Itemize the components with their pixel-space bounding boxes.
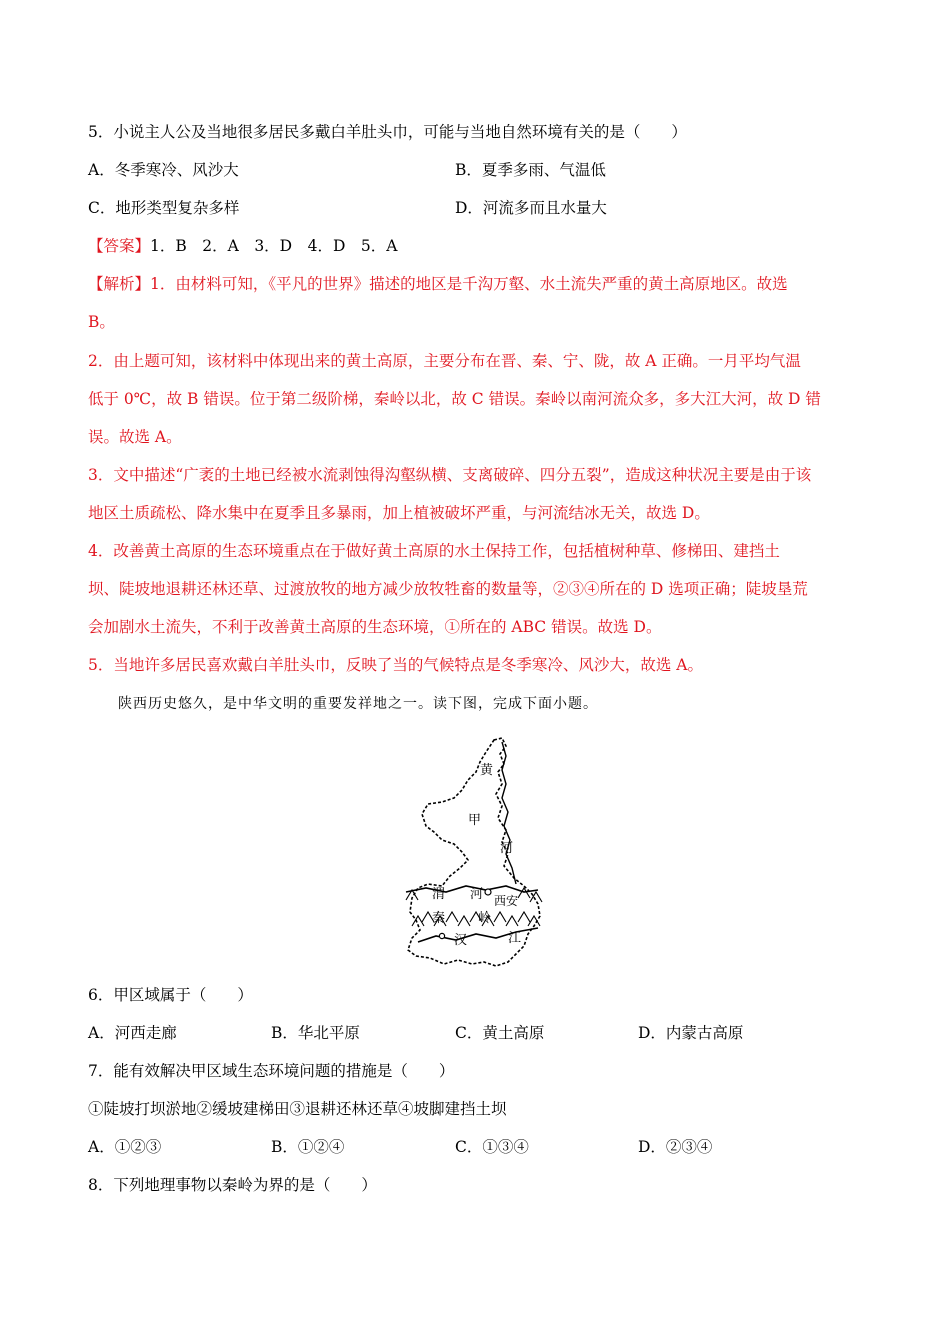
q6-stem: 6．甲区域属于（ ）: [88, 986, 253, 1004]
map-label-wei: 渭: [432, 887, 446, 902]
answer-text: 1．B 2．A 3．D 4．D 5．A: [150, 237, 398, 255]
analysis-line-2: B。: [88, 313, 115, 331]
analysis-line-9: 坝、陡坡地退耕还林还草、过渡放牧的地方减少放牧牲畜的数量等，②③④所在的 D 选项正确；陡坡垦荒: [88, 580, 808, 598]
analysis-line-3: 2．由上题可知，该材料中体现出来的黄土高原，主要分布在晋、秦、宁、陇，故 A 正确。一月平均气温: [88, 352, 801, 370]
analysis-line-1: 【解析】1．由材料可知，《平凡的世界》描述的地区是千沟万壑、水土流失严重的黄土高原地区。故选: [88, 275, 788, 293]
q6-option-b: B．华北平原: [271, 1024, 360, 1042]
xian-marker: [485, 889, 491, 895]
q6-option-a: A．河西走廊: [88, 1024, 177, 1042]
map-label-qin: 秦: [432, 911, 446, 926]
q5-stem: 5．小说主人公及当地很多居民多戴白羊肚头巾，可能与当地自然环境有关的是（ ）: [88, 123, 687, 141]
answer-label: 【答案】: [88, 237, 151, 255]
hanzhong-marker: [439, 933, 444, 938]
map-label-huang: 黄: [480, 763, 494, 778]
q7-option-a: A．①②③: [88, 1138, 162, 1156]
q8-stem: 8．下列地理事物以秦岭为界的是（ ）: [88, 1176, 377, 1194]
analysis-line-10: 会加剧水土流失，不利于改善黄土高原的生态环境，①所在的 ABC 错误。故选 D。: [88, 618, 662, 636]
yellow-river-line: [502, 742, 516, 884]
analysis-line-6: 3．文中描述“广袤的土地已经被水流剥蚀得沟壑纵横、支离破碎、四分五裂”，造成这种状况主要是由于该: [88, 466, 812, 484]
analysis-line-11: 5．当地许多居民喜欢戴白羊肚头巾，反映了当的气候特点是冬季寒冷、风沙大，故选 A。: [88, 656, 703, 674]
q5-option-c: C．地形类型复杂多样: [88, 199, 240, 217]
q7-option-c: C．①③④: [455, 1138, 529, 1156]
q5-option-b: B．夏季多雨、气温低: [455, 161, 606, 179]
map-label-he2: 河: [470, 887, 484, 902]
q6-option-c: C．黄土高原: [455, 1024, 545, 1042]
analysis-line-7: 地区土质疏松、降水集中在夏季且多暴雨，加上植被破坏严重，与河流结冰无关，故选 D。: [88, 504, 710, 522]
q7-stem: 7．能有效解决甲区域生态环境问题的措施是（ ）: [88, 1062, 455, 1080]
section-intro: 陕西历史悠久，是中华文明的重要发祥地之一。读下图，完成下面小题。: [118, 696, 598, 712]
shaanxi-map: [398, 736, 558, 968]
answer-block: [88, 235, 397, 257]
q6-option-d: D．内蒙古高原: [638, 1024, 744, 1042]
map-label-ling: 岭: [478, 911, 492, 926]
q7-option-b: B．①②④: [271, 1138, 345, 1156]
q7-option-d: D．②③④: [638, 1138, 713, 1156]
map-outline-svg: [398, 736, 558, 968]
map-label-xian: 西安: [494, 894, 519, 908]
q5-option-d: D．河流多而且水量大: [455, 199, 607, 217]
analysis-line-5: 误。故选 A。: [88, 428, 182, 446]
analysis-label: 【解析】: [88, 275, 151, 293]
q7-measures: ①陡坡打坝淤地②缓坡建梯田③退耕还林还草④坡脚建挡土坝: [88, 1100, 507, 1118]
map-label-jia: 甲: [468, 813, 482, 828]
analysis-line-4: 低于 0℃，故 B 错误。位于第二级阶梯，秦岭以北，故 C 错误。秦岭以南河流众多，多大江大河，故 D 错: [88, 390, 821, 408]
map-label-han: 汉: [454, 933, 468, 948]
analysis-line-8: 4．改善黄土高原的生态环境重点在于做好黄土高原的水土保持工作，包括植树种草、修梯田、建挡土: [88, 542, 780, 560]
q5-option-a: A．冬季寒冷、风沙大: [88, 161, 239, 179]
map-label-jiang: 江: [508, 931, 522, 946]
map-label-he: 河: [500, 841, 514, 856]
